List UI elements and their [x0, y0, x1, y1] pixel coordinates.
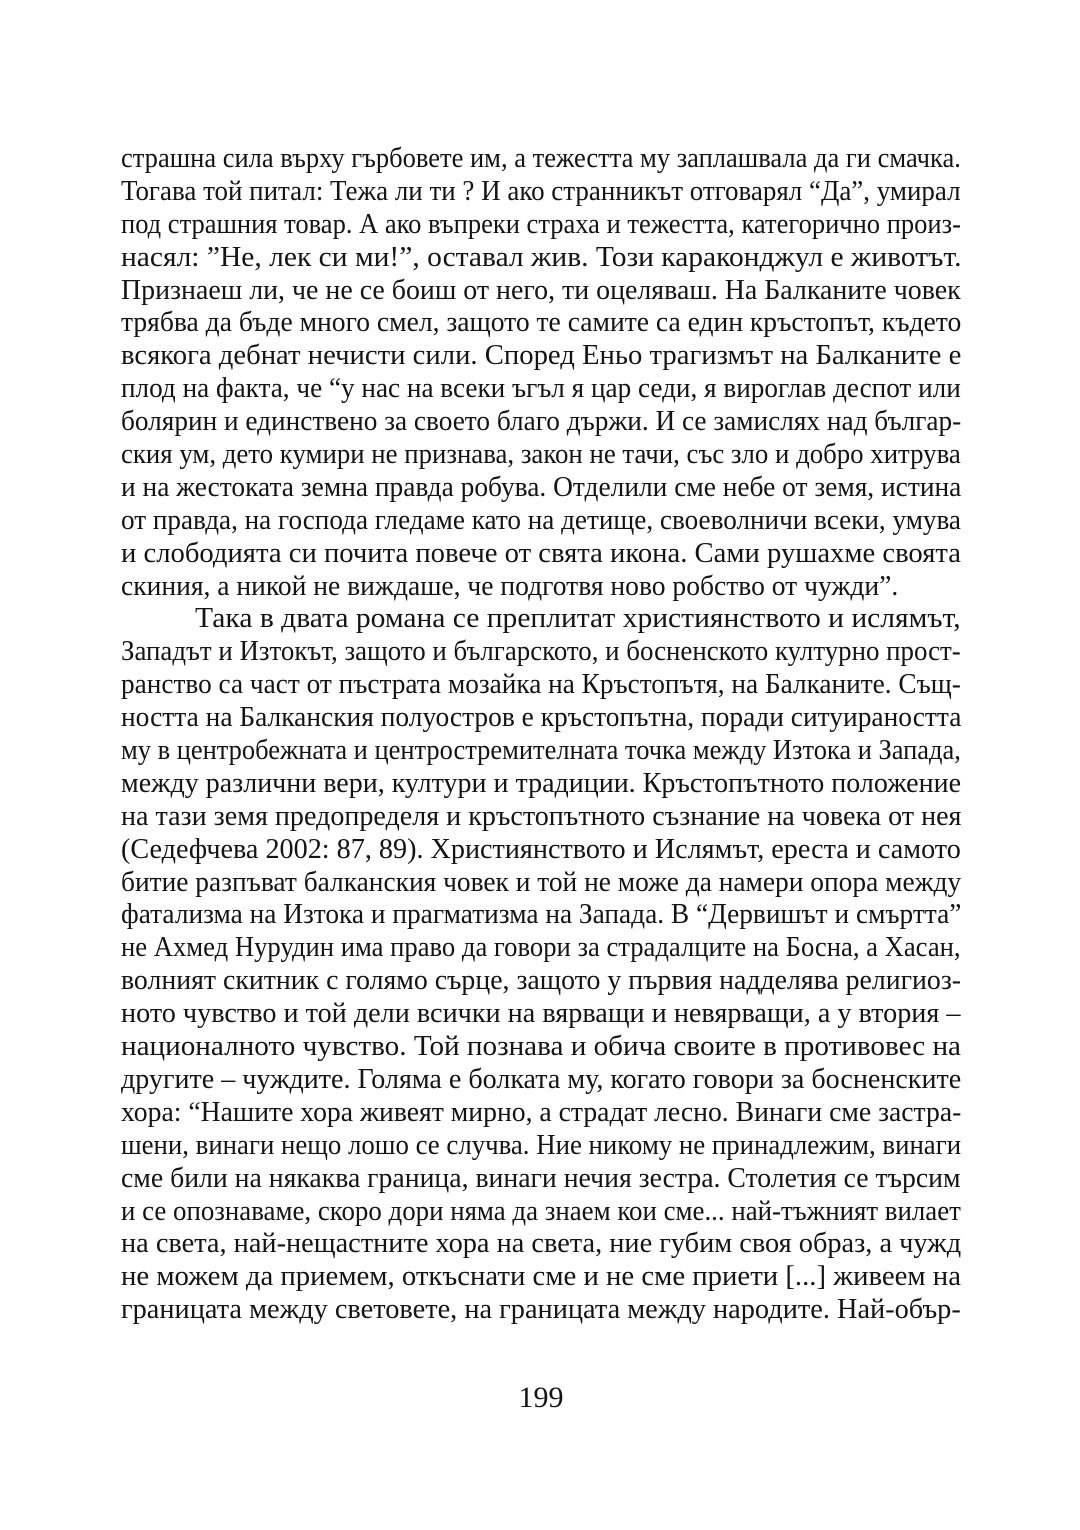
text-line: шени, винаги нещо лошо се случва. Ние никому не принадлежим, винаги [121, 1129, 962, 1161]
text-line: Западът и Изтокът, защото и българското, и босненското културно прост- [121, 636, 961, 668]
text-line: между различни вери, култури и традиции. Кръстопътното положение [121, 767, 961, 799]
text-line: сме били на някаква граница, винаги нечия зестра. Столетия се търсим [121, 1162, 961, 1194]
text-line: ността на Балканския полуостров е кръстопътна, поради ситуираността [121, 702, 962, 734]
text-line: (Седефчева 2002: 87, 89). Християнството и Ислямът, ереста и самото [121, 833, 961, 865]
text-line: трябва да бъде много смел, защото те самите са един кръстопът, където [121, 307, 962, 339]
text-line: и се опознаваме, скоро дори няма да знаем кои сме... най-тъжният вилает [121, 1195, 961, 1227]
page-number: 199 [518, 1381, 564, 1414]
text-line: ския ум, дето кумири не признава, закон не тачи, със зло и добро хитрува [121, 439, 961, 471]
text-line: ранство са част от пъстрата мозайка на Кръстопътя, на Балканите. Същ- [121, 669, 961, 701]
text-line: битие разпъват балканския човек и той не може да намери опора между [121, 866, 962, 898]
text-line: границата между световете, на границата между народите. Най-обър- [121, 1294, 961, 1326]
text-line: плод на факта, че “у нас на всеки ъгъл я цар седи, я вироглав деспот или [121, 373, 961, 405]
text-line: и слободията си почита повече от свята икона. Сами рушахме своята [121, 537, 961, 569]
text-line: не Ахмед Нурудин има право да говори за страдалците на Босна, а Хасан, [121, 932, 961, 964]
text-line: другите – чуждите. Голяма е болката му, когато говори за босненските [121, 1063, 962, 1095]
text-line: от правда, на господа гледаме като на детище, своеволничи всеки, умува [121, 504, 961, 536]
text-line: му в центробежната и центростремителната точка между Изтока и Запада, [121, 735, 961, 767]
text-line: под страшния товар. А ако въпреки страха и тежестта, категорично произ- [121, 208, 961, 240]
text-line: не можем да приемем, откъснати сме и не сме приети [...] живеем на [121, 1261, 961, 1293]
text-line: ното чувство и той дели всички на вярващи и невярващи, а у втория – [121, 998, 961, 1030]
text-line: всякога дебнат нечисти сили. Според Еньо трагизмът на Балканите е [121, 340, 962, 372]
text-line: болярин и единствено за своето благо държи. И се замислях над българ- [121, 406, 962, 438]
text-line: волният скитник с голямо сърце, защото у първия надделява религиоз- [121, 965, 962, 997]
text-line: Тогава той питал: Тежа ли ти ? И ако странникът отговарял “Да”, умирал [121, 175, 961, 207]
text-line: фатализма на Изтока и прагматизма на Запада. В “Дервишът и смъртта” [121, 899, 962, 931]
text-line: Признаеш ли, че не се боиш от него, ти оцеляваш. На Балканите човек [121, 274, 961, 306]
text-line: насял: ”Не, лек си ми!”, оставал жив. Този караконджул е животът. [121, 241, 962, 273]
text-line: Така в двата романа се преплитат християнството и ислямът, [195, 603, 961, 635]
text-line: хора: “Нашите хора живеят мирно, а страдат лесно. Винаги сме застра- [121, 1096, 962, 1128]
text-line: скиния, а никой не виждаше, че подготвя ново робство от чужди”. [121, 570, 899, 602]
text-line: националното чувство. Той познава и обича своите в противовес на [121, 1031, 961, 1063]
text-line: на тази земя предопределя и кръстопътното съзнание на човека от нея [121, 800, 962, 832]
text-line: и на жестоката земна правда робува. Отделили сме небе от земя, истина [121, 471, 962, 503]
body-text-block [121, 143, 961, 1327]
text-line: на света, най-нещастните хора на света, ние губим своя образ, а чужд [121, 1228, 962, 1260]
text-line: страшна сила върху гърбовете им, а тежестта му заплашвала да ги смачка. [121, 143, 961, 174]
